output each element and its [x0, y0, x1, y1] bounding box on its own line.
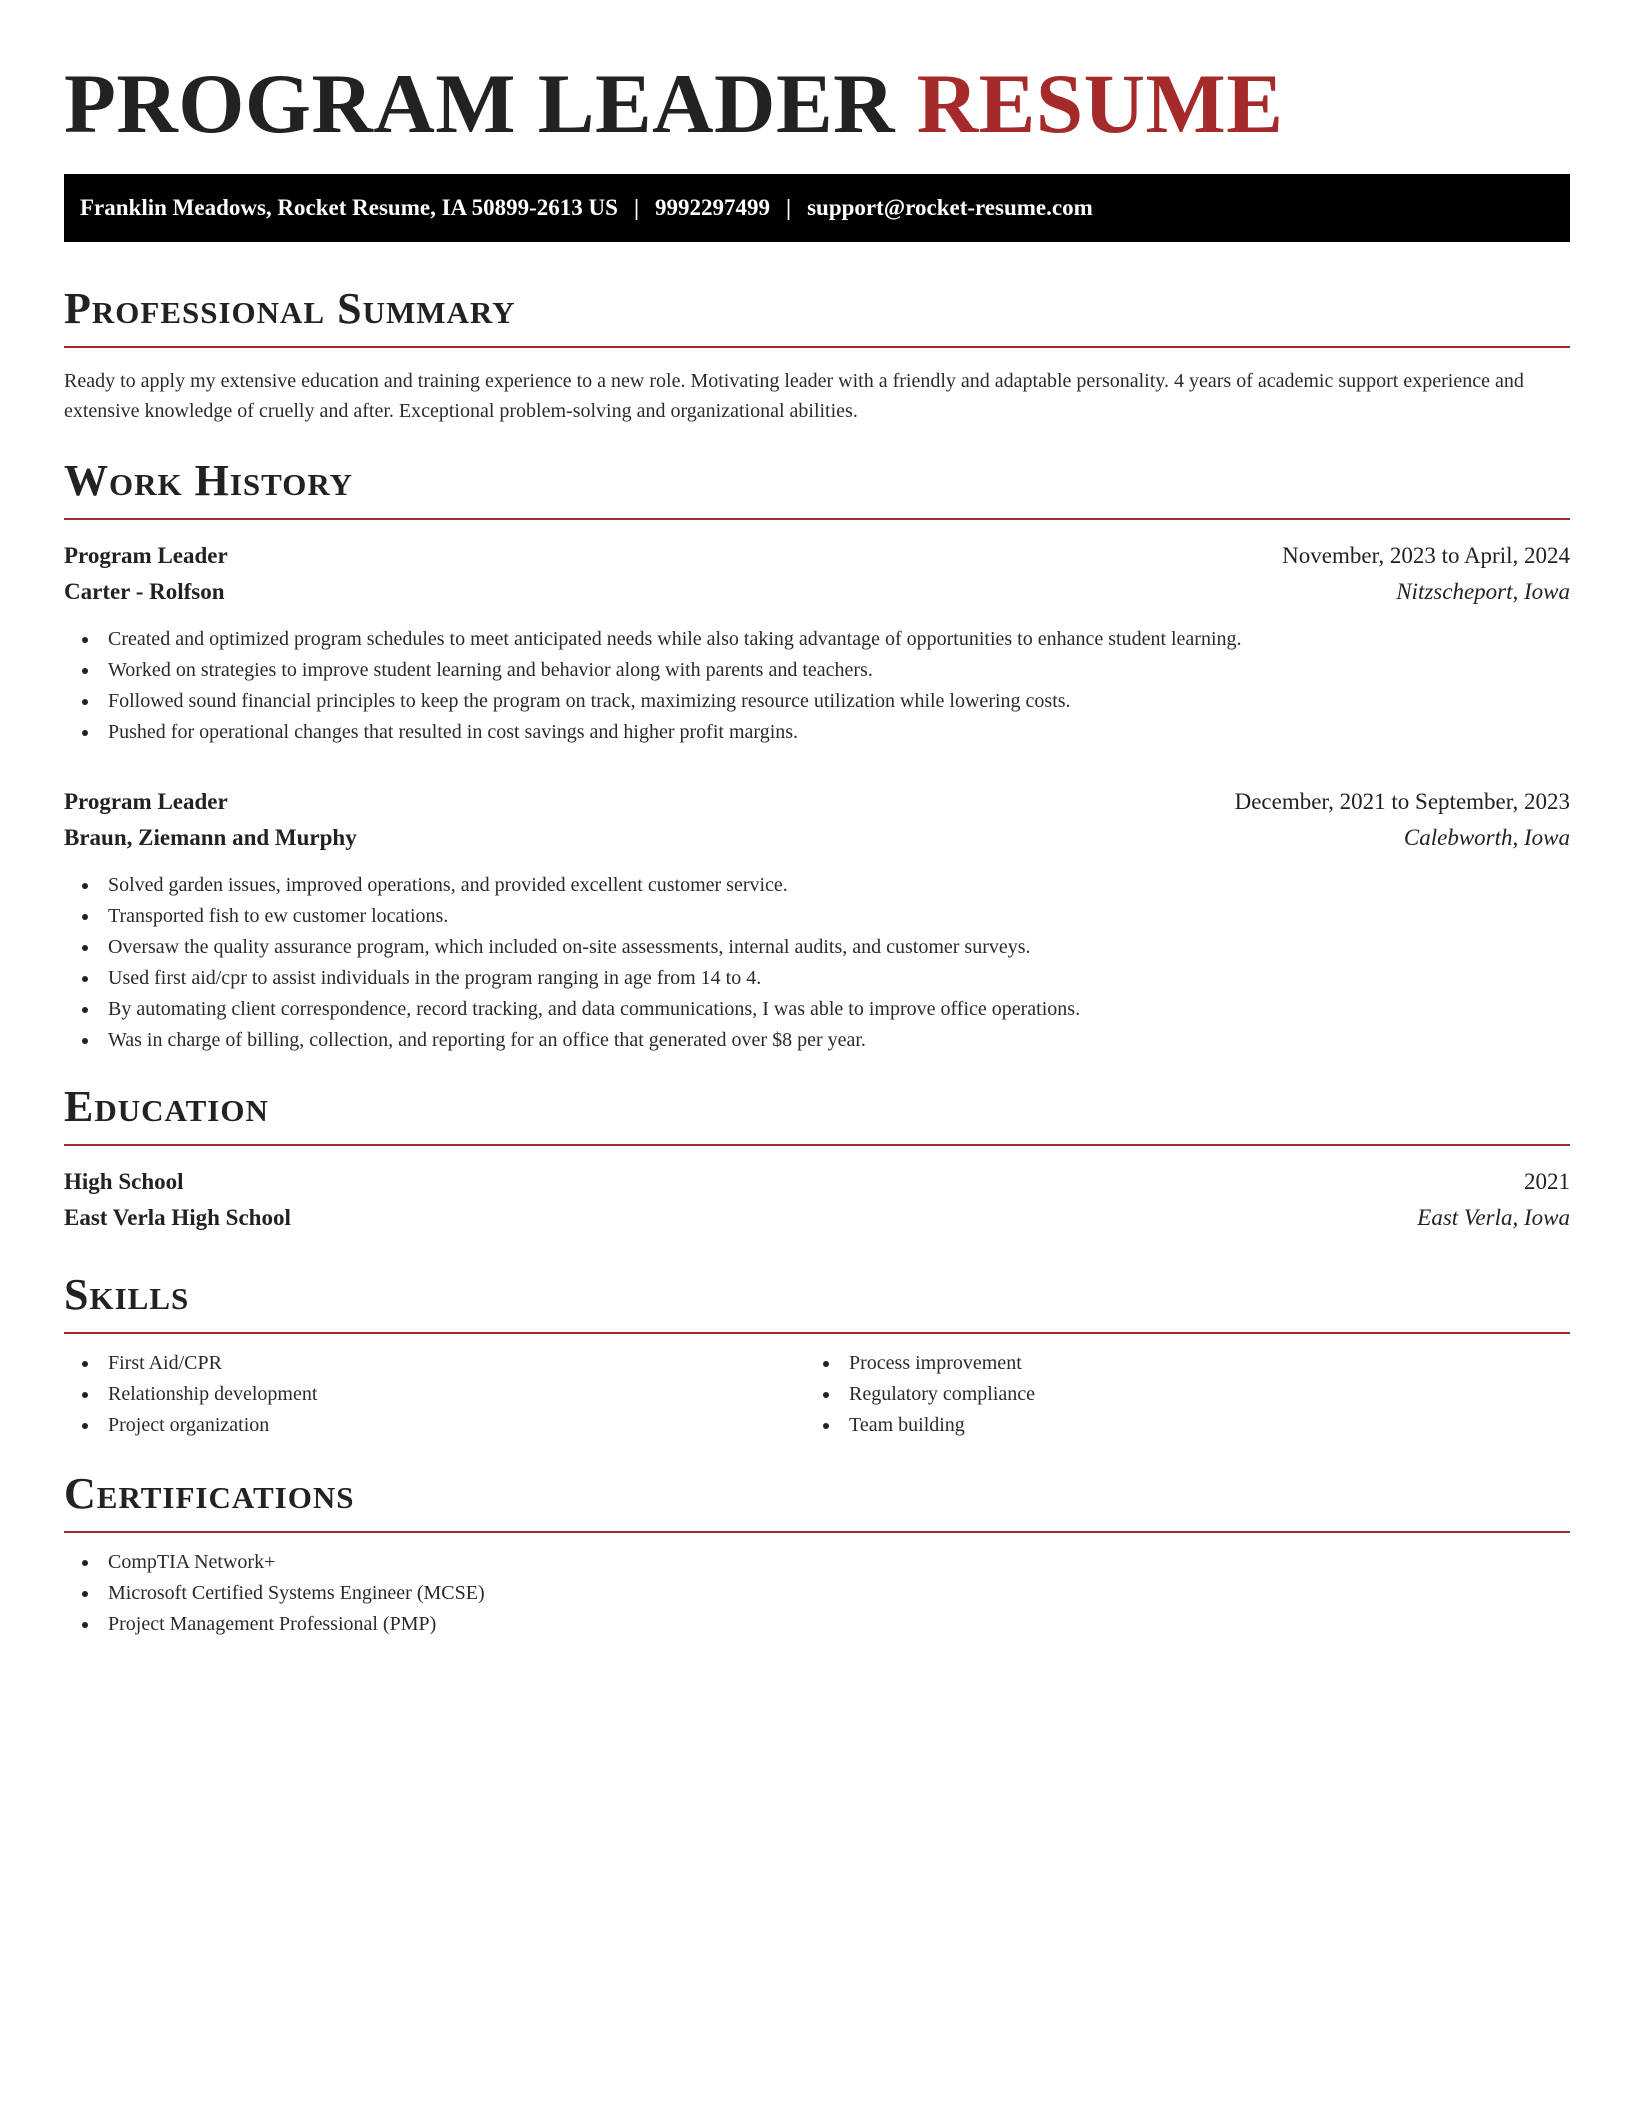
list-item: Used first aid/cpr to assist individuals in the program ranging in age from 14 to 4.: [108, 963, 1570, 994]
contact-bar: [64, 174, 1570, 242]
skill-item: Process improvement: [849, 1348, 1546, 1379]
contact-separator: |: [633, 195, 640, 220]
summary-text: Ready to apply my extensive education and training experience to a new role. Motivating leader with a friendly and adaptable personality. 4 years of academic support experience and extensive knowledge of cruelly and after. Exceptional problem-solving and organizational abilities.: [64, 370, 1524, 422]
certifications-section: [64, 1469, 1570, 1640]
job-entry: [64, 538, 1570, 748]
list-item: Was in charge of billing, collection, and reporting for an office that generated over $8 per year.: [108, 1025, 1570, 1056]
skill-item: Regulatory compliance: [849, 1379, 1546, 1410]
job-location: Calebworth, Iowa: [1403, 825, 1570, 850]
skill-item: Relationship development: [108, 1379, 805, 1410]
list-item: Oversaw the quality assurance program, which included on-site assessments, internal audits, and customer surveys.: [108, 932, 1570, 963]
list-item: Followed sound financial principles to keep the program on track, maximizing resource utilization while lowering costs.: [108, 686, 1570, 717]
education-heading: Education: [64, 1082, 269, 1131]
job-company-row: [64, 574, 1570, 610]
skills-heading: Skills: [64, 1270, 190, 1319]
skills-list-right: [805, 1348, 1546, 1441]
education-section: [64, 1082, 1570, 1236]
list-item: Pushed for operational changes that resulted in cost savings and higher profit margins.: [108, 717, 1570, 748]
contact-phone: 9992297499: [655, 195, 771, 220]
job-dates: November, 2023 to April, 2024: [1282, 543, 1570, 568]
job-company: Braun, Ziemann and Murphy: [64, 825, 357, 850]
summary-section: [64, 284, 1570, 426]
list-item: Worked on strategies to improve student learning and behavior along with parents and teachers.: [108, 655, 1570, 686]
work-history-heading: Work History: [64, 456, 354, 505]
certifications-list: [64, 1547, 1570, 1640]
resume-page: [64, 0, 1570, 1640]
job-header-row: [64, 538, 1570, 574]
list-item: Transported fish to ew customer locations.: [108, 901, 1570, 932]
section-divider: [64, 1144, 1570, 1146]
section-divider: [64, 1332, 1570, 1334]
education-school: East Verla High School: [64, 1205, 291, 1230]
job-dates: December, 2021 to September, 2023: [1234, 789, 1570, 814]
education-degree: High School: [64, 1169, 184, 1194]
job-title: Program Leader: [64, 543, 228, 568]
job-company: Carter - Rolfson: [64, 579, 225, 604]
skills-grid: [64, 1348, 1570, 1441]
certification-item: Microsoft Certified Systems Engineer (MCSE): [108, 1578, 1570, 1609]
resume-title-main: PROGRAM LEADER: [64, 57, 896, 151]
section-divider: [64, 1531, 1570, 1533]
job-bullets: [64, 870, 1570, 1056]
summary-heading: Professional Summary: [64, 284, 516, 333]
job-entry: [64, 784, 1570, 1056]
list-item: Solved garden issues, improved operations, and provided excellent customer service.: [108, 870, 1570, 901]
job-company-row: [64, 820, 1570, 856]
contact-email: support@rocket-resume.com: [807, 195, 1093, 220]
education-header-row: [64, 1164, 1570, 1200]
work-history-section: [64, 456, 1570, 1056]
skill-item: Project organization: [108, 1410, 805, 1441]
skill-item: Team building: [849, 1410, 1546, 1441]
section-divider: [64, 346, 1570, 348]
contact-separator: |: [786, 195, 792, 220]
skill-item: First Aid/CPR: [108, 1348, 805, 1379]
section-divider: [64, 518, 1570, 520]
job-title: Program Leader: [64, 789, 228, 814]
resume-title-accent: RESUME: [916, 57, 1284, 151]
job-bullets: [64, 624, 1570, 748]
job-location: Nitzscheport, Iowa: [1396, 579, 1570, 604]
list-item: By automating client correspondence, record tracking, and data communications, I was able to improve office operations.: [108, 994, 1570, 1025]
certification-item: Project Management Professional (PMP): [108, 1609, 1570, 1640]
certification-item: CompTIA Network+: [108, 1547, 1570, 1578]
education-school-row: [64, 1200, 1570, 1236]
education-entry: [64, 1164, 1570, 1236]
job-header-row: [64, 784, 1570, 820]
skills-list-left: [64, 1348, 805, 1441]
certifications-heading: Certifications: [64, 1469, 355, 1518]
list-item: Created and optimized program schedules to meet anticipated needs while also taking advantage of opportunities to enhance student learning.: [108, 624, 1570, 655]
contact-address: Franklin Meadows, Rocket Resume, IA 50899-2613 US: [80, 195, 618, 220]
skills-section: [64, 1270, 1570, 1441]
education-year: 2021: [1524, 1169, 1570, 1194]
resume-title: [64, 0, 1570, 150]
education-location: East Verla, Iowa: [1417, 1205, 1570, 1230]
